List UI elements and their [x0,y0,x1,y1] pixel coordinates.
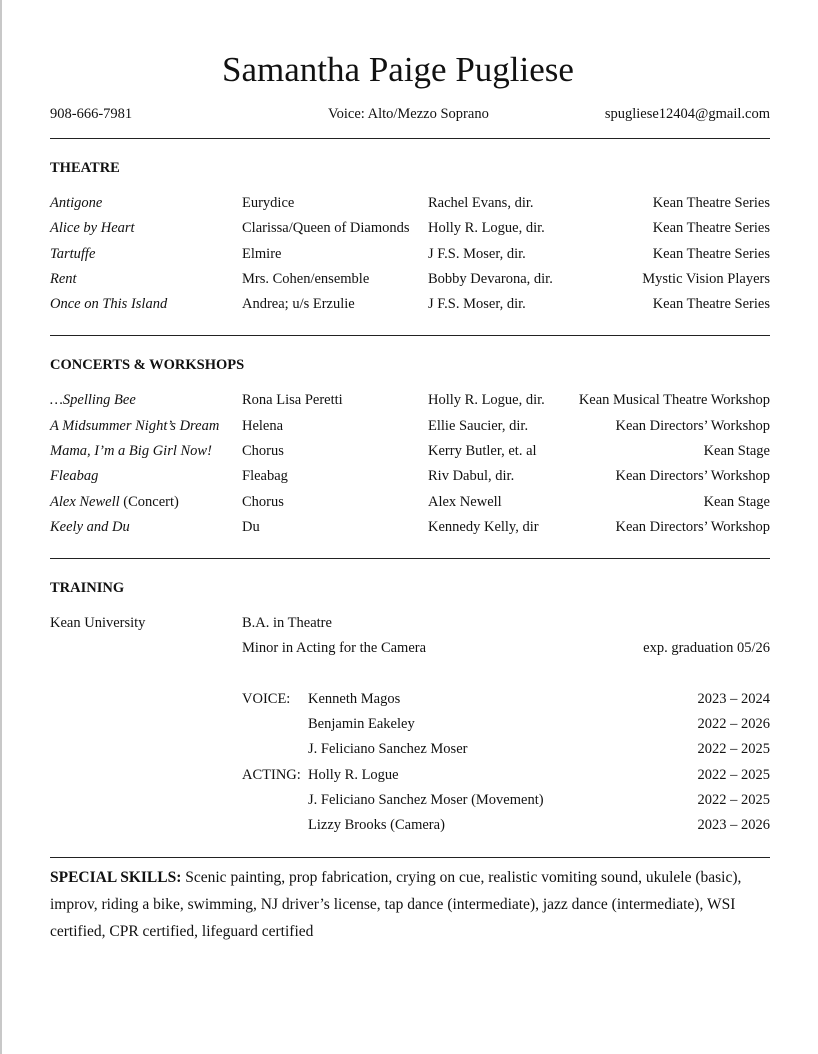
show-title-cell [50,390,136,410]
teacher-name: Lizzy Brooks (Camera) [308,817,445,833]
role: Mrs. Cohen/ensemble [242,271,370,287]
voice-type: Voice: Alto/Mezzo Soprano [328,106,489,122]
venue: Kean Stage [703,443,770,459]
teacher-name: Benjamin Eakeley [308,716,415,732]
minor: Minor in Acting for the Camera [242,640,427,656]
show-title: Antigone [50,195,103,211]
director: Kennedy Kelly, dir [428,519,539,535]
training-row [50,613,770,633]
divider [50,138,770,139]
special-skills-label: SPECIAL SKILLS: [50,869,182,886]
show-title: Mama, I’m a Big Girl Now! [50,443,212,459]
show-title-cell [50,492,179,512]
venue: Kean Theatre Series [652,246,770,262]
director: Bobby Devarona, dir. [428,271,553,287]
table-row [50,193,770,213]
director: J F.S. Moser, dir. [428,246,526,262]
teacher-years: 2022 – 2025 [697,792,770,808]
divider [50,558,770,559]
show-title: Rent [50,271,77,287]
table-row [50,269,770,289]
show-title-cell [50,517,130,537]
show-title: Once on This Island [50,296,168,312]
venue: Kean Stage [703,494,770,510]
venue: Kean Musical Theatre Workshop [578,392,770,408]
teacher-row [50,689,770,709]
teacher-row [50,815,770,835]
teacher-years: 2022 – 2026 [697,716,770,732]
show-title: Tartuffe [50,246,96,262]
director: Ellie Saucier, dir. [428,418,529,434]
show-title-cell [50,466,98,486]
show-title: Alex Newell [50,494,120,510]
teacher-row [50,714,770,734]
role: Chorus [242,494,284,510]
voice-label: VOICE: [242,691,291,707]
resume-name: Samantha Paige Pugliese [222,50,574,89]
show-suffix: (Concert) [119,494,179,510]
venue: Kean Directors’ Workshop [615,519,770,535]
special-skills [50,864,772,945]
role: Du [242,519,260,535]
role: Clarissa/Queen of Diamonds [242,220,410,236]
teacher-years: 2022 – 2025 [697,767,770,783]
teacher-row [50,790,770,810]
venue: Kean Theatre Series [652,195,770,211]
degree: B.A. in Theatre [242,615,332,631]
teacher-years: 2023 – 2024 [697,691,770,707]
table-row [50,416,770,436]
role: Eurydice [242,195,295,211]
teacher-name: Kenneth Magos [308,691,401,707]
table-row [50,466,770,486]
table-row [50,244,770,264]
venue: Kean Directors’ Workshop [615,468,770,484]
graduation-date: exp. graduation 05/26 [643,640,770,656]
acting-label: ACTING: [242,767,301,783]
teacher-row [50,739,770,759]
divider [50,335,770,336]
director: Alex Newell [428,494,502,510]
show-title: Fleabag [50,468,99,484]
page-left-edge [0,0,2,1054]
teacher-row [50,765,770,785]
table-row [50,441,770,461]
director: J F.S. Moser, dir. [428,296,526,312]
section-heading-concerts: CONCERTS & WORKSHOPS [50,357,245,373]
table-row [50,294,770,314]
table-row [50,218,770,238]
table-row [50,390,770,410]
venue: Kean Directors’ Workshop [615,418,770,434]
director: Rachel Evans, dir. [428,195,534,211]
role: Andrea; u/s Erzulie [242,296,355,312]
venue: Mystic Vision Players [642,271,770,287]
director: Riv Dabul, dir. [428,468,515,484]
role: Rona Lisa Peretti [242,392,343,408]
teacher-years: 2023 – 2026 [697,817,770,833]
role: Fleabag [242,468,288,484]
role: Chorus [242,443,284,459]
email-address: spugliese12404@gmail.com [604,106,770,122]
table-row [50,517,770,537]
director: Holly R. Logue, dir. [428,220,545,236]
school: Kean University [50,615,146,631]
show-title: Alice by Heart [50,220,135,236]
show-title-cell [50,416,219,436]
teacher-years: 2022 – 2025 [697,741,770,757]
venue: Kean Theatre Series [652,296,770,312]
teacher-name: J. Feliciano Sanchez Moser [308,741,468,757]
divider [50,857,770,858]
director: Holly R. Logue, dir. [428,392,545,408]
teacher-name: Holly R. Logue [308,767,399,783]
show-title: A Midsummer Night’s Dream [50,418,220,434]
role: Elmire [242,246,282,262]
table-row [50,492,770,512]
section-heading-theatre: THEATRE [50,160,120,176]
venue: Kean Theatre Series [652,220,770,236]
special-skills-text: Scenic painting, prop fabrication, crying on cue, realistic vomiting sound, ukulele (basic), improv, riding a bike, swimming, NJ driver’s license, tap dance (intermediate), jazz dance (intermediate), WSI certified, CPR certified, lifeguard certified [50,869,742,940]
teacher-name: J. Feliciano Sanchez Moser (Movement) [308,792,544,808]
section-heading-training: TRAINING [50,580,125,596]
director: Kerry Butler, et. al [428,443,537,459]
contact-line [50,104,770,124]
show-title: Keely and Du [50,519,130,535]
role: Helena [242,418,284,434]
phone-number: 908-666-7981 [50,106,133,122]
show-title: …Spelling Bee [50,392,136,408]
training-row [50,638,770,658]
show-title-cell [50,441,212,461]
